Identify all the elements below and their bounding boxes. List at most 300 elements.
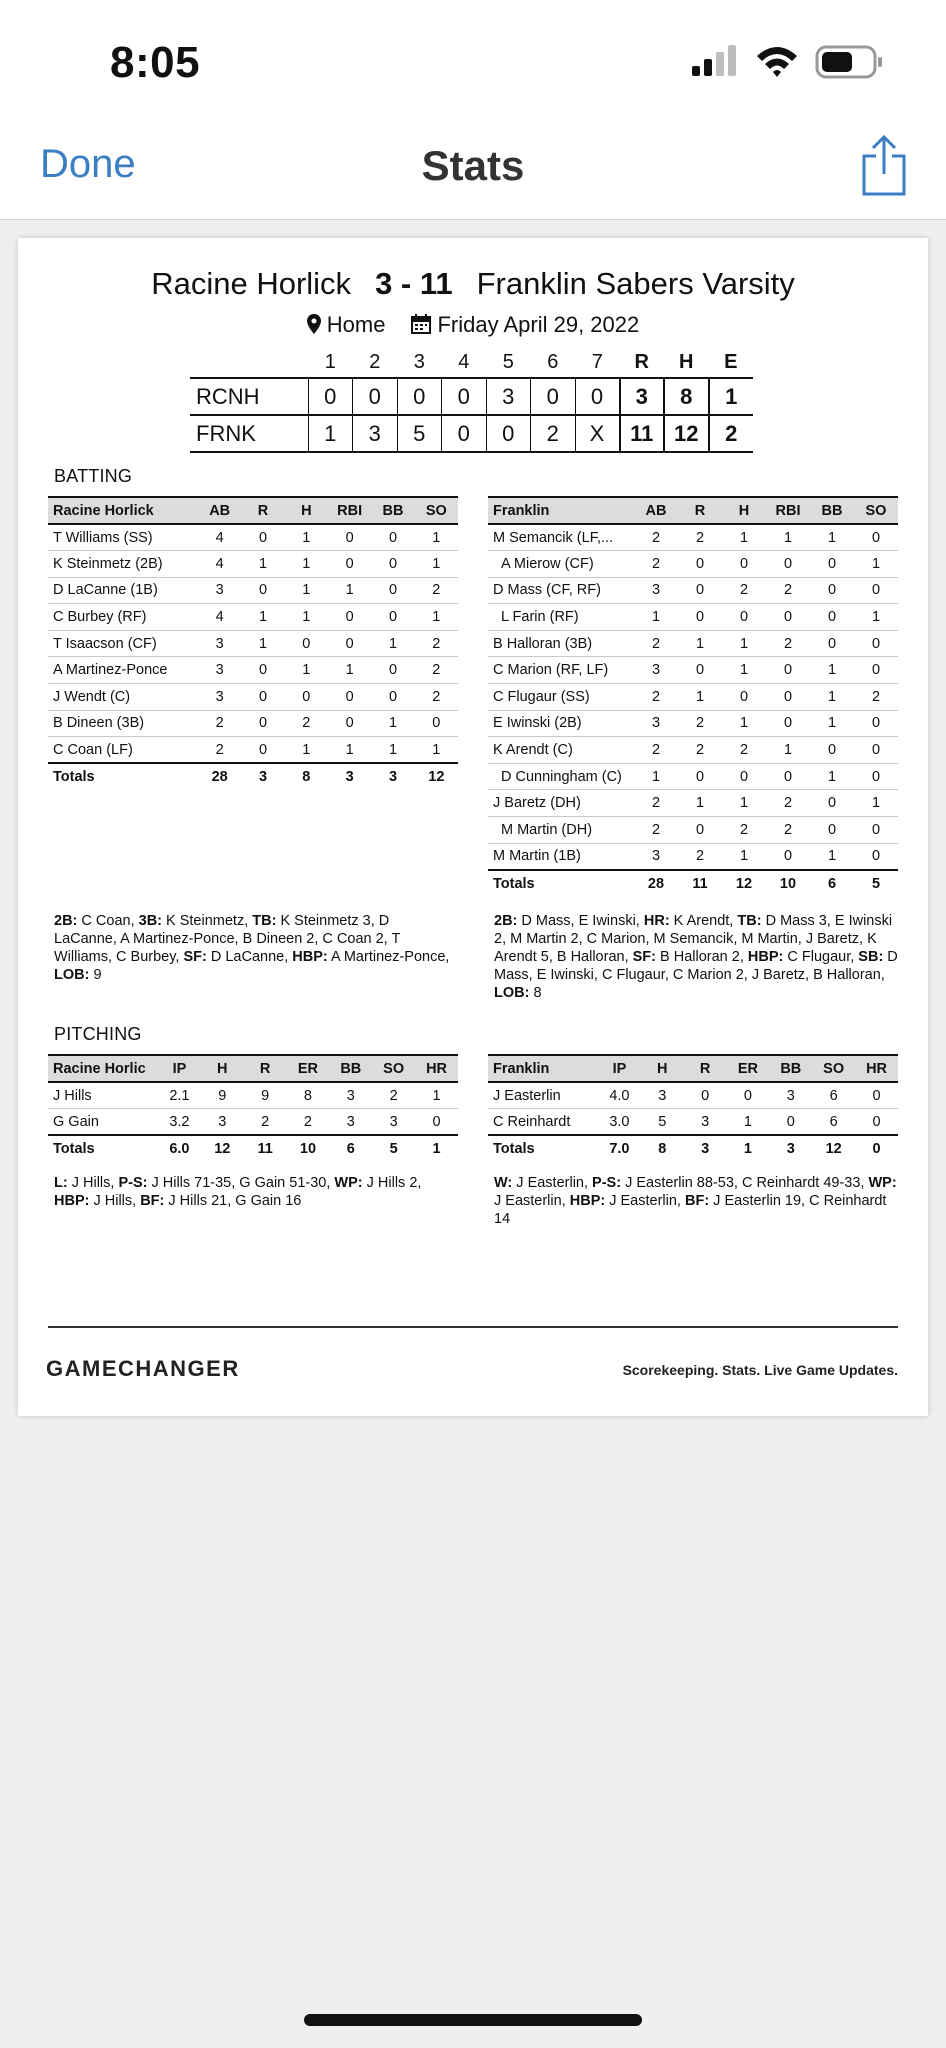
stat-cell: 9 [201,1082,244,1109]
stat-cell: 1 [722,843,766,870]
stat-cell: 0 [810,630,854,657]
stat-cell: 2 [766,817,810,844]
stat-cell: 1 [285,604,328,631]
note-text: J Hills, [89,1193,141,1209]
total-cell: 3 [769,1135,812,1162]
table-row [48,710,458,737]
note-text: J Hills 2, [362,1175,422,1191]
stat-cell: 0 [371,524,414,551]
stat-cell: 0 [766,657,810,684]
share-icon[interactable] [858,134,910,198]
stat-cell: 1 [415,604,458,631]
total-cell: 8 [285,763,328,790]
player-name: E Iwinski (2B) [488,710,634,737]
stat-cell: 2 [678,524,722,551]
linescore-team: RCNH [196,383,260,409]
stat-cell: 2 [415,684,458,711]
stat-cell: 2 [634,551,678,578]
stat-column-header: RBI [766,497,810,524]
stat-cell: 0 [371,657,414,684]
pitching-section-title: PITCHING [54,1024,142,1044]
inning-runs: 3 [353,415,398,452]
total-cell: 6 [329,1135,372,1162]
note-label: BF: [140,1193,165,1209]
linescore-table [190,348,753,453]
table-header-row [48,1055,458,1082]
totals-label: Totals [488,1135,598,1162]
inning-runs: 5 [397,415,442,452]
note-text: 8 [529,985,542,1001]
stat-cell: 0 [854,843,898,870]
stat-cell: 2 [198,737,241,764]
stat-cell: 1 [722,524,766,551]
stat-cell: 0 [678,551,722,578]
linescore-total: 1 [709,378,754,415]
note-text: J Easterlin, [605,1193,685,1209]
final-score: 3 - 11 [375,266,453,301]
stat-cell: 3.0 [598,1109,641,1136]
stat-cell: 2 [287,1109,330,1136]
note-text: D LaCanne, [206,949,293,965]
stat-cell: 1 [415,1082,458,1109]
inning-header: 7 [591,351,603,373]
stat-column-header: AB [634,497,678,524]
stat-cell: 2 [634,524,678,551]
player-name: J Hills [48,1082,158,1109]
player-name: J Easterlin [488,1082,598,1109]
stat-cell: 4 [198,551,241,578]
stat-cell: 1 [854,551,898,578]
table-row [48,577,458,604]
stat-cell: 0 [766,763,810,790]
gamechanger-logo: GAMECHANGER [46,1356,240,1381]
total-header: H [679,351,694,373]
table-row [488,843,898,870]
total-cell: 7.0 [598,1135,641,1162]
inning-runs: 0 [486,415,531,452]
stat-cell: 1 [722,710,766,737]
note-text: D Mass 3, E Iwinski 2, M Martin 2, C Marion, M Semancik, M Martin, J Baretz, K Arendt 5, B Halloran, [494,913,893,965]
stat-cell: 3 [634,710,678,737]
stat-cell: 0 [371,577,414,604]
stat-cell: 2 [722,817,766,844]
note-text: K Arendt, [669,913,738,929]
inning-runs: 2 [531,415,576,452]
stat-cell: 0 [810,577,854,604]
total-cell: 1 [727,1135,770,1162]
stat-cell: 0 [854,817,898,844]
stat-cell: 0 [769,1109,812,1136]
note-label: TB: [252,913,277,929]
player-name: C Coan (LF) [48,737,198,764]
stat-cell: 3 [372,1109,415,1136]
player-name: A Martinez-Ponce [48,657,198,684]
totals-label: Totals [48,1135,158,1162]
player-name: B Dineen (3B) [48,710,198,737]
stat-cell: 3 [198,684,241,711]
stat-cell: 6 [812,1109,855,1136]
stat-cell: 0 [722,551,766,578]
stat-cell: 0 [328,524,371,551]
stat-cell: 2 [372,1082,415,1109]
stat-cell: 1 [810,710,854,737]
linescore-total: 11 [620,415,665,452]
stat-cell: 1 [285,524,328,551]
stat-cell: 0 [678,817,722,844]
stat-cell: 0 [855,1109,898,1136]
note-text: A Martinez-Ponce, [327,949,450,965]
stat-cell: 0 [371,551,414,578]
note-label: HBP: [292,949,328,965]
table-row [48,551,458,578]
stat-cell: 1 [854,790,898,817]
home-team-name: Franklin Sabers Varsity [476,266,795,301]
stat-cell: 0 [328,604,371,631]
stat-cell: 1 [241,551,284,578]
note-label: HBP: [54,1193,90,1209]
table-row [488,790,898,817]
stat-cell: 0 [810,604,854,631]
top-bar [0,0,946,220]
note-text: D Mass, E Iwinski, [517,913,644,929]
stat-cell: 1 [415,551,458,578]
total-cell: 12 [201,1135,244,1162]
stat-cell: 5 [641,1109,684,1136]
stat-cell: 1 [285,737,328,764]
stat-cell: 0 [415,1109,458,1136]
stat-cell: 2 [854,684,898,711]
totals-row [48,763,458,790]
stat-cell: 0 [415,710,458,737]
batting-table-home [488,496,898,896]
stat-column-header: BB [810,497,854,524]
inning-header: 1 [324,351,336,373]
stat-cell: 3 [684,1109,727,1136]
player-name: L Farin (RF) [488,604,634,631]
total-cell: 12 [722,870,766,897]
stat-column-header: AB [198,497,241,524]
stat-cell: 0 [328,684,371,711]
note-label: WP: [334,1175,363,1191]
stat-cell: 0 [810,790,854,817]
stat-column-header: BB [371,497,414,524]
stat-cell: 1 [285,577,328,604]
note-label: LOB: [54,967,90,983]
stat-cell: 0 [678,763,722,790]
player-name: G Gain [48,1109,158,1136]
note-label: HR: [643,913,670,929]
stat-column-header: SO [372,1055,415,1082]
linescore-total: 8 [664,378,709,415]
stat-cell: 1 [810,763,854,790]
away-team-name: Racine Horlick [151,266,352,301]
stat-cell: 0 [722,684,766,711]
table-row [48,1082,458,1109]
table-row [488,1082,898,1109]
stat-cell: 1 [854,604,898,631]
total-cell: 11 [678,870,722,897]
stat-cell: 1 [371,630,414,657]
stat-cell: 0 [371,684,414,711]
stat-cell: 1 [722,657,766,684]
batting-notes-home [494,912,898,1002]
stat-cell: 0 [810,551,854,578]
batting-notes-away [54,912,450,984]
stat-cell: 3 [329,1109,372,1136]
stat-cell: 0 [854,763,898,790]
footer-tagline: Scorekeeping. Stats. Live Game Updates. [622,1362,898,1378]
stat-cell: 3 [198,577,241,604]
game-meta [18,312,928,338]
stat-cell: 2 [415,577,458,604]
stat-cell: 0 [766,604,810,631]
stat-cell: 0 [328,630,371,657]
note-label: P-S: [118,1175,148,1191]
stat-cell: 2 [678,737,722,764]
table-row [48,604,458,631]
note-label: 2B: [54,913,78,929]
stat-column-header: BB [329,1055,372,1082]
stat-cell: 1 [371,710,414,737]
note-label: 2B: [494,913,518,929]
stat-cell: 2 [722,577,766,604]
stat-cell: 1 [328,577,371,604]
stat-cell: 1 [722,630,766,657]
stat-cell: 1 [810,657,854,684]
inning-runs: 0 [531,378,576,415]
inning-runs: 0 [442,378,487,415]
inning-header: 3 [413,351,425,373]
stat-cell: 1 [810,524,854,551]
inning-runs: 0 [575,378,620,415]
stat-column-header: IP [158,1055,201,1082]
stat-cell: 0 [241,657,284,684]
linescore-team: FRNK [196,420,256,446]
note-text: C Flugaur, [783,949,859,965]
batting-section-title: BATTING [54,466,133,486]
note-text: D Mass, E Iwinski, C Flugaur, C Marion 2, J Baretz, B Halloran, [494,949,898,983]
table-row [488,524,898,551]
note-label: HBP: [569,1193,606,1209]
note-label: TB: [737,913,762,929]
stat-cell: 1 [727,1109,770,1136]
note-label: P-S: [592,1175,622,1191]
cellular-signal-icon [690,44,740,78]
totals-label: Totals [48,763,198,790]
stat-cell: 2 [244,1109,287,1136]
stat-cell: 0 [241,577,284,604]
stat-column-header: ER [287,1055,330,1082]
total-cell: 5 [854,870,898,897]
done-button[interactable]: Done [40,142,136,186]
table-row [488,657,898,684]
stat-cell: 1 [241,630,284,657]
table-header-row [488,1055,898,1082]
stat-cell: 6 [812,1082,855,1109]
team-column-header: Racine Horlick [48,497,198,524]
note-label: HBP: [747,949,784,965]
stat-column-header: H [201,1055,244,1082]
stat-cell: 0 [371,604,414,631]
note-text: J Hills 21, G Gain 16 [164,1193,302,1209]
note-text: J Easterlin, [512,1175,593,1191]
stat-cell: 3 [634,843,678,870]
inning-runs: 1 [308,415,353,452]
note-label: W: [494,1175,513,1191]
stat-cell: 1 [766,737,810,764]
note-text: 9 [89,967,102,983]
player-name: K Arendt (C) [488,737,634,764]
stat-cell: 0 [678,657,722,684]
inning-runs: X [575,415,620,452]
note-label: WP: [868,1175,897,1191]
stat-cell: 0 [854,657,898,684]
stat-cell: 2 [634,790,678,817]
stat-column-header: R [684,1055,727,1082]
team-column-header: Franklin [488,1055,598,1082]
table-row [48,657,458,684]
player-name: M Martin (1B) [488,843,634,870]
stat-cell: 1 [810,684,854,711]
stat-cell: 1 [285,551,328,578]
stat-cell: 0 [285,630,328,657]
total-cell: 10 [287,1135,330,1162]
note-label: BF: [684,1193,710,1209]
note-text: J Hills 71-35, G Gain 51-30, [147,1175,335,1191]
player-name: C Flugaur (SS) [488,684,634,711]
player-name: A Mierow (CF) [488,551,634,578]
table-row [488,817,898,844]
location-pin-icon [307,314,321,334]
totals-label: Totals [488,870,634,897]
stat-cell: 3 [641,1082,684,1109]
stat-cell: 2 [634,737,678,764]
note-text: J Hills, [67,1175,119,1191]
linescore-total: 3 [620,378,665,415]
stat-column-header: SO [415,497,458,524]
stat-column-header: RBI [328,497,371,524]
stat-cell: 2 [766,577,810,604]
stat-cell: 0 [241,710,284,737]
note-label: SF: [183,949,207,965]
stat-cell: 2 [678,843,722,870]
stat-column-header: ER [727,1055,770,1082]
stat-cell: 0 [854,630,898,657]
player-name: K Steinmetz (2B) [48,551,198,578]
stat-cell: 0 [855,1082,898,1109]
stat-cell: 1 [241,604,284,631]
stat-cell: 3 [634,577,678,604]
stat-cell: 8 [287,1082,330,1109]
pitching-table-home [488,1054,898,1162]
note-label: SB: [858,949,884,965]
stat-cell: 0 [241,684,284,711]
player-name: C Burbey (RF) [48,604,198,631]
table-row [48,1109,458,1136]
stat-cell: 1 [415,737,458,764]
stat-cell: 0 [285,684,328,711]
total-header: E [724,351,738,373]
note-text: C Coan, [77,913,139,929]
table-header-row [488,497,898,524]
inning-runs: 0 [353,378,398,415]
stat-cell: 1 [415,524,458,551]
total-cell: 0 [855,1135,898,1162]
stat-cell: 4.0 [598,1082,641,1109]
note-text: K Steinmetz, [162,913,253,929]
stat-cell: 3 [769,1082,812,1109]
total-cell: 8 [641,1135,684,1162]
total-cell: 12 [812,1135,855,1162]
player-name: D Mass (CF, RF) [488,577,634,604]
total-cell: 3 [328,763,371,790]
total-cell: 28 [634,870,678,897]
stat-cell: 0 [722,604,766,631]
totals-row [48,1135,458,1162]
stat-cell: 2 [285,710,328,737]
footer-divider [48,1326,898,1328]
linescore-row [190,415,753,452]
stat-cell: 0 [854,524,898,551]
total-cell: 1 [415,1135,458,1162]
stat-cell: 9 [244,1082,287,1109]
stat-cell: 2 [678,710,722,737]
stat-cell: 3 [198,657,241,684]
stat-column-header: H [285,497,328,524]
table-row [488,763,898,790]
inning-runs: 0 [397,378,442,415]
stat-cell: 1 [634,763,678,790]
total-cell: 6 [810,870,854,897]
table-row [488,684,898,711]
table-row [48,524,458,551]
stat-cell: 0 [810,817,854,844]
total-header: R [634,351,649,373]
home-indicator[interactable] [304,2014,642,2026]
note-text: J Easterlin, [494,1193,570,1209]
stat-cell: 2.1 [158,1082,201,1109]
note-text: K Steinmetz 3, D LaCanne, A Martinez-Ponce, B Dineen 2, C Coan 2, T Williams, C Burbey, [54,913,401,965]
pitching-notes-away [54,1174,450,1210]
player-name: T Isaacson (CF) [48,630,198,657]
total-cell: 3 [241,763,284,790]
stat-cell: 0 [328,710,371,737]
stat-cell: 0 [241,737,284,764]
total-cell: 12 [415,763,458,790]
table-row [488,1109,898,1136]
inning-header: 4 [458,351,470,373]
stat-cell: 1 [634,604,678,631]
inning-runs: 0 [442,415,487,452]
player-name: J Wendt (C) [48,684,198,711]
stat-cell: 0 [722,763,766,790]
game-date: Friday April 29, 2022 [437,312,640,337]
stat-column-header: IP [598,1055,641,1082]
table-header-row [48,497,458,524]
table-row [488,551,898,578]
inning-header: 5 [502,351,514,373]
table-row [488,710,898,737]
stat-cell: 1 [328,737,371,764]
total-cell: 10 [766,870,810,897]
stat-cell: 2 [634,684,678,711]
stat-cell: 3 [329,1082,372,1109]
inning-runs: 0 [308,378,353,415]
stat-cell: 4 [198,604,241,631]
player-name: B Halloran (3B) [488,630,634,657]
stat-cell: 3.2 [158,1109,201,1136]
table-row [48,684,458,711]
